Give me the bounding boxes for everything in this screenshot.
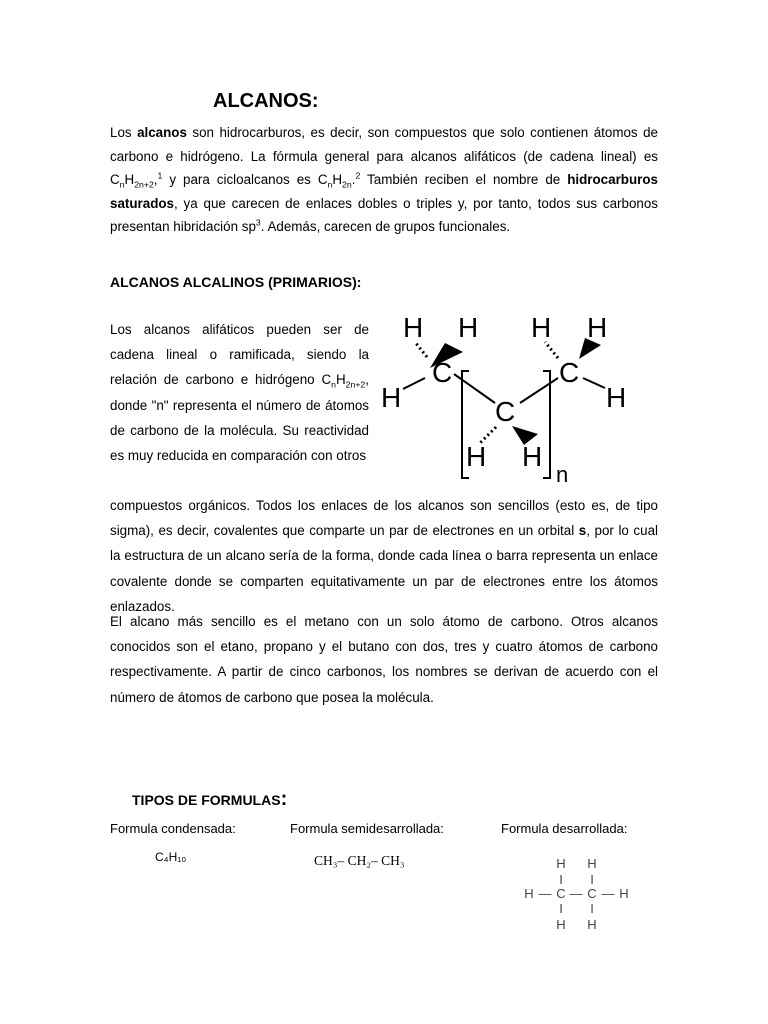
condensed-formula-label: Formula condensada: bbox=[110, 821, 236, 836]
hydrogen-atom-label: H bbox=[587, 856, 597, 871]
bond-line: I bbox=[559, 872, 563, 887]
bond-line: I bbox=[590, 901, 594, 916]
hydrogen-atom-label: H bbox=[466, 441, 487, 472]
carbon-atom-label: C bbox=[587, 886, 597, 901]
bond-line: I bbox=[590, 872, 594, 887]
section-heading-primarios: ALCANOS ALCALINOS (PRIMARIOS): bbox=[110, 274, 362, 290]
repeat-unit-n: n bbox=[556, 462, 569, 487]
semi-developed-formula-label: Formula semidesarrollada: bbox=[290, 821, 444, 836]
bond-dash: — bbox=[601, 886, 615, 901]
developed-formula-label: Formula desarrollada: bbox=[501, 821, 628, 836]
carbon-atom-label: C bbox=[559, 357, 580, 388]
section2-paragraph: El alcano más sencillo es el metano con un solo átomo de carbono. Otros alcanos conocidos son el etano, propano y el butano con dos, tres y cuatro átomos de carbono respectivamente. A partir de cinco carbonos, los nombres se derivan de acuerdo con el número de átomos de carbono que posea la molécula. bbox=[110, 614, 658, 705]
bond-line: I bbox=[559, 901, 563, 916]
semi-developed-formula: CH₃– CH₂– CH₃ bbox=[314, 853, 405, 868]
hydrogen-atom-label: H bbox=[524, 886, 534, 901]
hydrogen-atom-label: H bbox=[587, 917, 597, 932]
section1-paragraph-left: Los alcanos alifáticos pueden ser de cadena lineal o ramificada, siendo la relación de carbono e hidrógeno $C_nH_{2n+2}$, donde "n" representa el número de átomos de carbono de la molécula. Su reactividad es muy reducida en comparación con otros bbox=[110, 322, 369, 464]
hydrogen-atom-label: H bbox=[606, 382, 627, 413]
alkane-structure-diagram bbox=[375, 305, 655, 490]
hydrogen-atom-label: H bbox=[381, 382, 402, 413]
section1-paragraph-full: compuestos orgánicos. Todos los enlaces de los alcanos son sencillos (esto es, de tipo sigma), es decir, covalentes que comparte un par de electrones en un orbital s, por lo cual la estructura de un alcano sería de la forma, donde cada línea o barra representa un enlace covalente donde se comparten equitativamente un par de electrones entre los átomos enlazados. bbox=[110, 498, 658, 614]
carbon-atom-label: C bbox=[495, 396, 516, 427]
hydrogen-atom-label: H bbox=[587, 312, 608, 343]
hydrogen-atom-label: H bbox=[522, 441, 543, 472]
hydrogen-atom-label: H bbox=[556, 917, 566, 932]
hydrogen-atom-label: H bbox=[556, 856, 566, 871]
carbon-atom-label: C bbox=[432, 357, 453, 388]
carbon-atom-label: C bbox=[556, 886, 566, 901]
condensed-formula: C₄H₁₀ bbox=[155, 850, 187, 864]
bond-dash: — bbox=[538, 886, 552, 901]
section-heading-formulas: TIPOS DE FORMULAS: bbox=[132, 788, 288, 810]
developed-formula-diagram bbox=[518, 852, 636, 934]
bond-dash: — bbox=[569, 886, 583, 901]
hydrogen-atom-label: H bbox=[403, 312, 424, 343]
hydrogen-atom-label: H bbox=[458, 312, 479, 343]
page-title: ALCANOS: bbox=[213, 90, 319, 112]
hydrogen-atom-label: H bbox=[531, 312, 552, 343]
hydrogen-atom-label: H bbox=[619, 886, 629, 901]
intro-paragraph: Los alcanos son hidrocarburos, es decir, son compuestos que solo contienen átomos de carbono e hidrógeno. La fórmula general para alcanos alifáticos (de cadena lineal) es $C_nH_{2n+2},^1$ y para cicloalcanos es $C_nH_{2n}.^2$ También reciben el nombre de hidrocarburos saturados, ya que carecen de enlaces dobles o triples y, por tanto, todos sus carbonos presentan hibridación $sp^3$. Además, carecen de grupos funcionales. bbox=[110, 125, 658, 234]
